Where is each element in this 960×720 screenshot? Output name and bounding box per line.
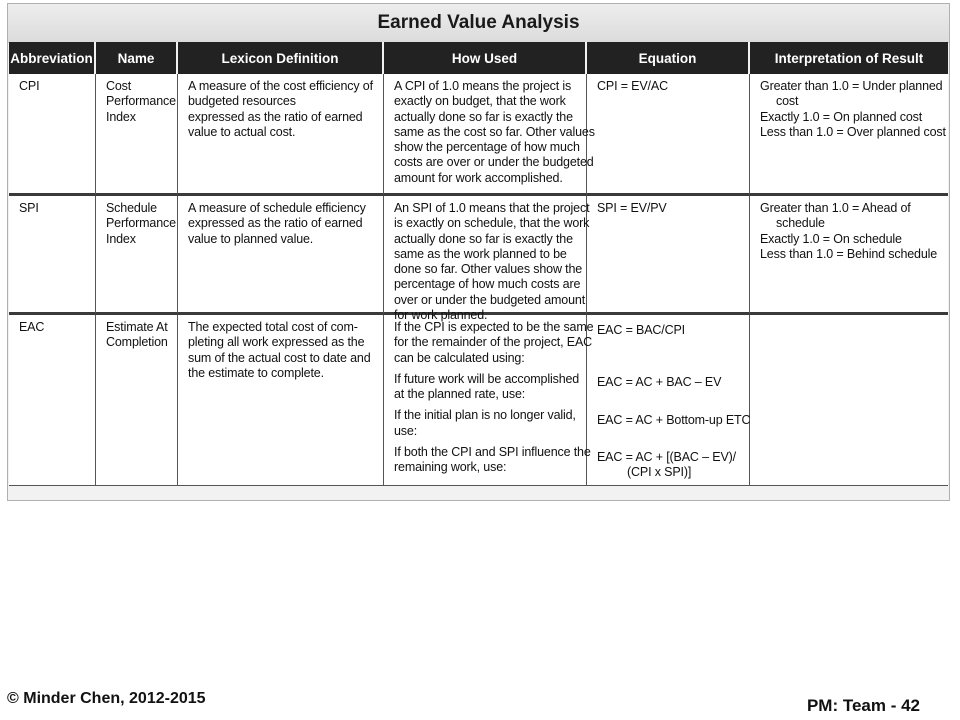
name-line: Index [106, 231, 136, 246]
how-used-line: percentage of how much costs are [394, 277, 581, 292]
name-line: Performance [106, 94, 176, 109]
how-used-line: exactly on budget, that the work [394, 94, 566, 109]
definition-line: value to actual cost. [188, 124, 296, 139]
how-used-line: same as the work planned to be [394, 246, 567, 261]
equation-text: EAC = AC + Bottom-up ETC [597, 413, 751, 427]
equation-text: SPI = EV/PV [597, 201, 667, 215]
how-used-line: costs are over or under the budgeted [394, 155, 594, 170]
interpretation-line: cost [776, 94, 799, 109]
header-name: Name [96, 42, 178, 74]
equation-block [597, 323, 685, 338]
how-used-line: A CPI of 1.0 means the project is [394, 79, 572, 93]
equation-block [597, 375, 721, 390]
interpretation-line: schedule [776, 216, 825, 231]
row-cpi-definition [178, 74, 384, 196]
how-used-line: actually done so far is exactly the [394, 231, 573, 246]
definition-line: pleting all work expressed as the [188, 335, 365, 350]
how-used-line: at the planned rate, use: [394, 387, 526, 402]
how-used-line: same as the cost so far. Other values [394, 124, 595, 139]
row-cpi-equation [587, 74, 750, 196]
definition-line: The expected total cost of com- [188, 320, 358, 334]
earned-value-table [9, 42, 948, 486]
name-line: Cost [106, 79, 132, 93]
how-used-block [394, 372, 580, 403]
name-line: Completion [106, 335, 168, 350]
equation-text: CPI = EV/AC [597, 79, 668, 93]
how-used-line: for work planned. [394, 308, 488, 323]
header-equation: Equation [587, 42, 750, 74]
how-used-line: If both the CPI and SPI influence the [394, 445, 591, 460]
row-eac-interpretation [750, 315, 948, 486]
header-how-used: How Used [384, 42, 587, 74]
how-used-line: is exactly on schedule, that the work [394, 216, 590, 231]
how-used-line: actually done so far is exactly the [394, 109, 573, 124]
row-spi-abbreviation [9, 196, 96, 315]
definition-line: expressed as the ratio of earned [188, 216, 363, 231]
name-line: Index [106, 109, 136, 124]
definition-line: A measure of the cost efficiency of [188, 79, 373, 93]
row-spi-equation [587, 196, 750, 315]
equation-text: EAC = BAC/CPI [597, 323, 686, 337]
interpretation-line: Greater than 1.0 = Ahead of [760, 201, 911, 215]
definition-line: sum of the actual cost to date and [188, 350, 371, 365]
row-cpi-interpretation [750, 74, 948, 196]
how-used-line: for the remainder of the project, EAC [394, 335, 593, 350]
row-eac-abbreviation [9, 315, 96, 486]
equation-block [597, 413, 750, 428]
how-used-line: can be calculated using: [394, 350, 525, 365]
page-number-footer: PM: Team - 42 [806, 696, 920, 715]
how-used-line: show the percentage of how much [394, 140, 580, 155]
row-cpi-abbreviation [9, 74, 96, 196]
header-abbreviation: Abbreviation [9, 42, 96, 74]
name-line: Estimate At [106, 320, 168, 334]
row-eac-definition [178, 315, 384, 486]
how-used-line: If the CPI is expected to be the same [394, 320, 594, 334]
abbreviation-text: EAC [19, 320, 45, 334]
definition-line: A measure of schedule efficiency [188, 201, 366, 215]
interpretation-line: Exactly 1.0 = On planned cost [760, 109, 923, 124]
row-eac-how-used [384, 315, 594, 486]
interpretation-line: Less than 1.0 = Behind schedule [760, 246, 938, 261]
how-used-line: over or under the budgeted amount [394, 292, 586, 307]
interpretation-line: Greater than 1.0 = Under planned [760, 79, 943, 93]
row-spi-name [96, 196, 178, 315]
row-cpi-name [96, 74, 178, 196]
row-spi-interpretation [750, 196, 948, 315]
how-used-line: done so far. Other values show the [394, 262, 583, 277]
equation-text: (CPI x SPI)] [627, 465, 692, 480]
header-lexicon-definition: Lexicon Definition [178, 42, 384, 74]
how-used-line: If the initial plan is no longer valid, [394, 408, 576, 423]
how-used-line: If future work will be accomplished [394, 371, 580, 386]
name-line: Schedule [106, 201, 157, 215]
row-eac-equation [587, 315, 750, 486]
definition-line: the estimate to complete. [188, 365, 324, 380]
interpretation-line: Exactly 1.0 = On schedule [760, 231, 902, 246]
equation-text: EAC = AC + BAC – EV [597, 375, 722, 389]
how-used-line: amount for work accomplished. [394, 170, 563, 185]
row-cpi-how-used [384, 74, 595, 196]
abbreviation-text: CPI [19, 79, 40, 93]
name-line: Performance [106, 216, 176, 231]
earned-value-table-figure [7, 3, 950, 501]
abbreviation-text: SPI [19, 201, 39, 215]
table-title: Earned Value Analysis [8, 4, 949, 43]
how-used-block [394, 445, 591, 476]
how-used-block [394, 320, 594, 366]
how-used-line: An SPI of 1.0 means that the project [394, 201, 590, 215]
definition-line: value to planned value. [188, 231, 314, 246]
how-used-line: remaining work, use: [394, 460, 507, 475]
copyright-footer: © Minder Chen, 2012-2015 [7, 690, 206, 707]
header-interpretation: Interpretation of Result [750, 42, 948, 74]
how-used-line: use: [394, 423, 418, 438]
how-used-block [394, 408, 580, 439]
row-spi-how-used [384, 196, 590, 323]
interpretation-line: Less than 1.0 = Over planned cost [760, 124, 946, 139]
equation-block [597, 450, 736, 481]
definition-line: expressed as the ratio of earned [188, 109, 363, 124]
row-eac-name [96, 315, 178, 486]
row-spi-definition [178, 196, 384, 315]
definition-line: budgeted resources [188, 94, 296, 109]
equation-text: EAC = AC + [(BAC – EV)/ [597, 450, 736, 464]
